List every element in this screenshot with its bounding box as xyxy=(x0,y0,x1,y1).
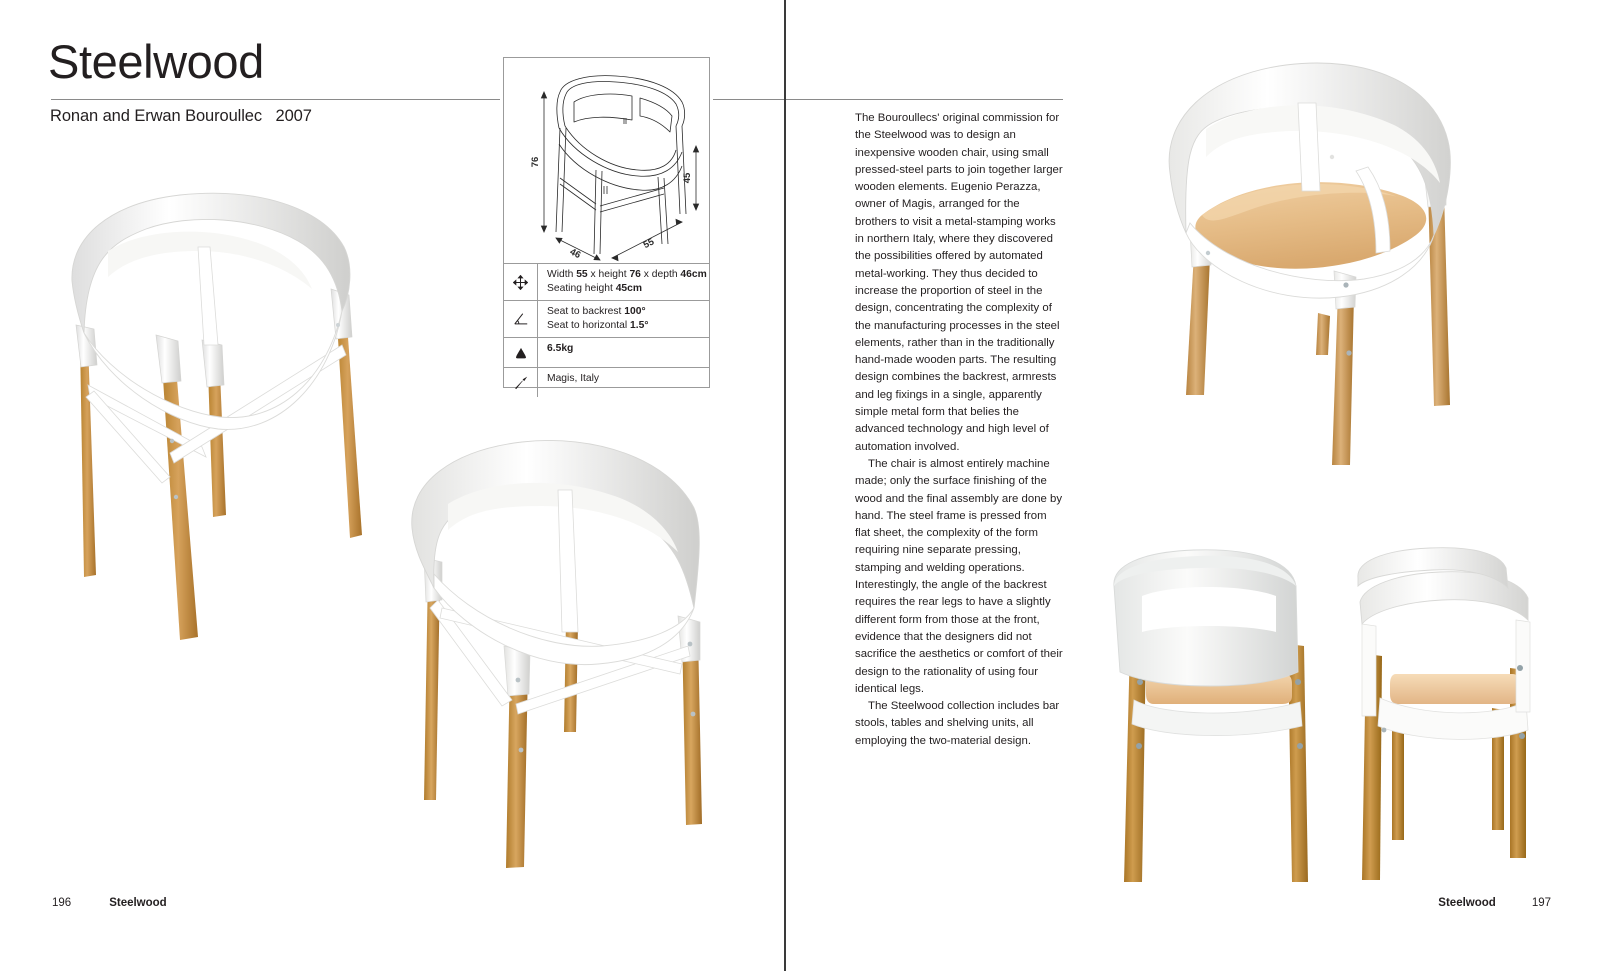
header-rule-middle xyxy=(713,99,784,100)
page-number-left: 196 xyxy=(52,897,72,909)
body-paragraph-2: The chair is almost entirely machine made; only the surface finishing of the wood and the final assembly are done by hand. The steel frame is pressed from flat sheet, the complexity of the form requiring nine separate pressing, stamping and welding operations. Interestingly, the angle of the backrest requires the rear legs to have a slightly different form from those at the front, evidence that the designers did not sacrifice the aesthetics or comfort of their design to the rationality of using four identical legs. xyxy=(855,457,1063,695)
running-head-right: Steelwood xyxy=(1438,897,1496,909)
drawing-dimension-height: 76 xyxy=(530,156,541,168)
drawing-dimension-seat-height: 45 xyxy=(682,172,693,184)
body-text-column xyxy=(855,110,1063,750)
drawing-dimension-width: 55 xyxy=(641,236,657,252)
spec-row-angles xyxy=(504,301,709,338)
designer-credit: Ronan and Erwan Bouroullec 2007 xyxy=(50,107,312,125)
body-paragraph-3: The Steelwood collection includes bar stools, tables and shelving units, all employing the two-material design. xyxy=(855,700,1060,747)
specification-panel xyxy=(503,57,710,388)
chair-photo-three-quarter-top-left xyxy=(50,185,380,655)
body-paragraph-1: The Bouroullecs' original commission for the Steelwood was to design an inexpensive wooden chair, using small pressed-steel parts to join together larger wooden elements. Eugenio Perazza, owner of Magis, arranged for the brothers to visit a metal-stamping works in northern Italy, where they discovered the possibilities offered by automated metal-working. They thus decided to increase the proportion of steel in the design, concentrating the complexity of the manufacturing processes in the steel elements, rather than in the traditionally hand-made wooden parts. The resulting design combines the backrest, armrests and leg fixings in a single, apparently simple metal form that belies the advanced technology and high level of automation involved. xyxy=(855,112,1063,453)
spec-row-weight xyxy=(504,338,709,368)
spec-text-dimensions: Width 55 x height 76 x depth 46cm Seating height 45cm xyxy=(547,269,707,294)
page-title: Steelwood xyxy=(48,35,264,88)
chair-photo-rear-view-small xyxy=(1076,540,1316,890)
specification-rows xyxy=(504,264,709,397)
chair-photo-front-three-quarter-large xyxy=(1128,55,1468,475)
spec-row-manufacturer xyxy=(504,368,709,397)
header-rule-left xyxy=(51,99,500,100)
footer-right xyxy=(0,897,1551,971)
spec-text-angles: Seat to backrest 100° Seat to horizontal 1.5° xyxy=(547,306,649,331)
header-rule-right xyxy=(786,99,1063,100)
spec-text-manufacturer xyxy=(538,368,709,397)
spec-row-dimensions xyxy=(504,264,709,301)
page-number-right: 197 xyxy=(1531,897,1551,909)
dimensions-icon xyxy=(504,264,538,300)
drawing-dimension-depth: 46 xyxy=(567,246,583,262)
technical-drawing xyxy=(504,58,709,264)
chair-photo-side-view-small xyxy=(1324,540,1554,890)
angle-icon xyxy=(504,301,538,337)
weight-icon xyxy=(504,338,538,367)
spec-text-weight: 6.5kg xyxy=(547,343,574,355)
manufacturer-tool-icon xyxy=(504,368,538,397)
chair-photo-rear-three-quarter-left xyxy=(382,432,717,872)
running-head-left: Steelwood xyxy=(109,897,167,909)
page-gutter-divider xyxy=(784,0,786,971)
manufacturer-label: Magis, Italy xyxy=(547,373,600,385)
